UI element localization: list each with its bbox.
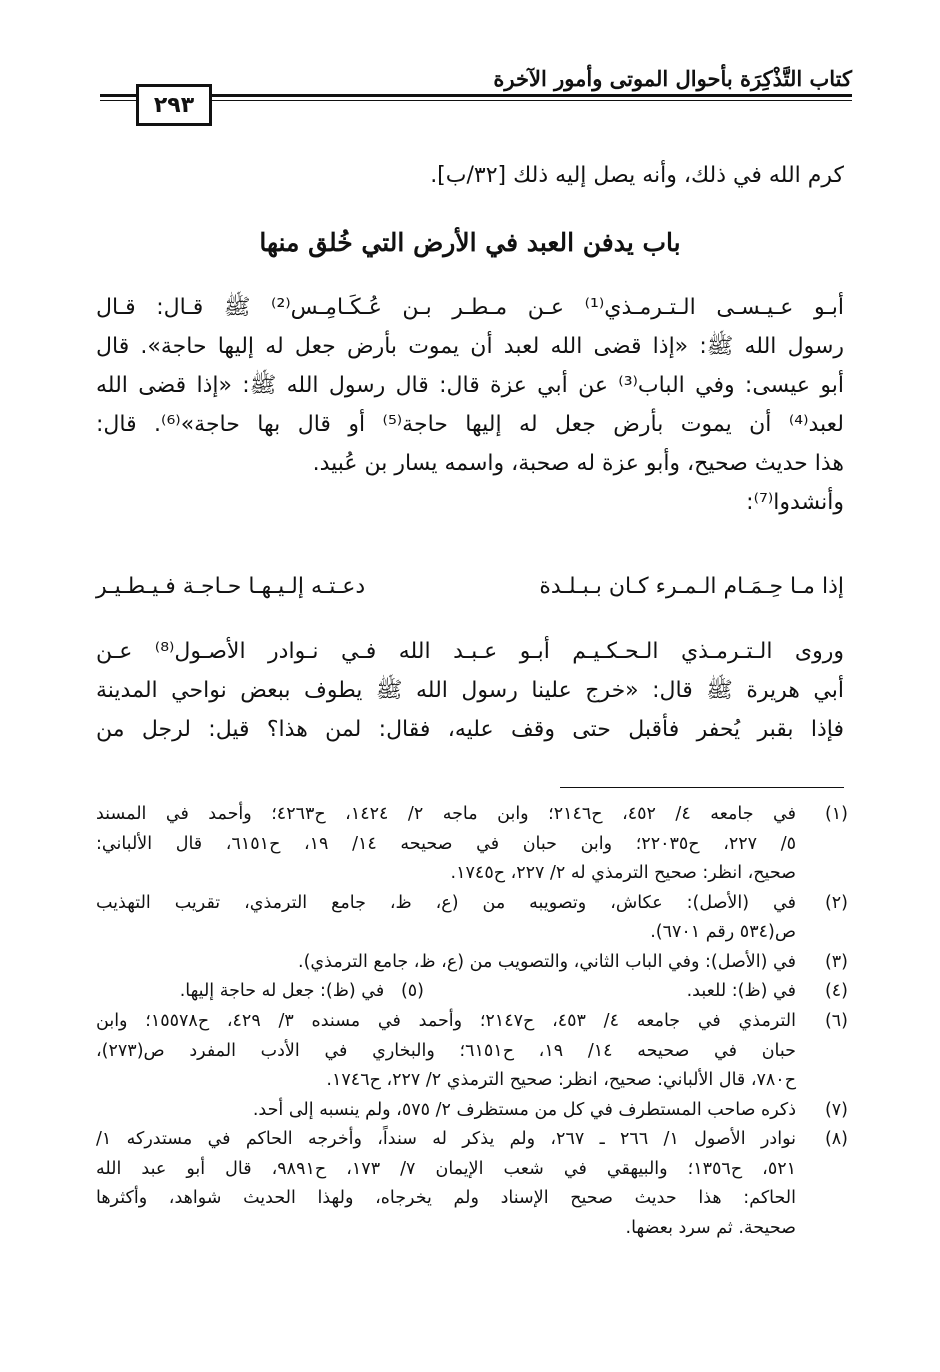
footnote-line: ذكره صاحب المستطرف في كل من مستظرف ٢/ ٥٧٥، ولم ينسبه إلى أحد. bbox=[252, 1099, 796, 1120]
footnote-number: (٢) bbox=[824, 892, 848, 913]
footnote-2 bbox=[96, 889, 848, 948]
footnote-line: في (ظ): جعل له حاجة إليها. bbox=[179, 981, 385, 1001]
poem-first-hemistich: إذا مـا حِـمَـام الـمـرء كـان بـبـلـدة bbox=[539, 574, 844, 599]
poem-verse bbox=[96, 574, 844, 614]
footnote-line: ٥/ ٢٢٧، ح٢٢٠٣٥؛ وابن حبان في صحيحه ١٤/ ١٩، ح٦١٥١، قال الألباني: bbox=[96, 833, 796, 854]
footnote-4-5 bbox=[96, 977, 848, 1007]
text-line: فإذا بقبر يُحفر فأقبل حتى وقف عليه، فقال: لمن هذا؟ قيل: لرجل من bbox=[96, 717, 844, 742]
footnote-8 bbox=[96, 1125, 848, 1243]
footnote-line: ص(٥٣٤ رقم ٦٧٠١). bbox=[650, 922, 796, 942]
paragraph-2 bbox=[96, 632, 844, 749]
footnote-line: الترمذي في جامعه ٤/ ٤٥٣، ح٢١٤٧؛ وأحمد في مسنده ٣/ ٤٢٩، ح١٥٥٧٨؛ وابن bbox=[96, 1011, 796, 1031]
footnote-line: ٥٢١، ح١٣٥٦؛ والبيهقي في شعب الإيمان ٧/ ١٧٣، ح٩٨٩١، قال أبو عبد الله bbox=[96, 1158, 797, 1179]
poem-second-hemistich: دعـتـه إلـيـهـا حـاجـة فـيـطـيـر bbox=[96, 574, 366, 599]
text-line: هذا حديث صحيح، وأبو عزة له صحبة، واسمه يسار بن عُبيد. bbox=[312, 451, 844, 476]
page-header bbox=[100, 60, 852, 124]
footnote-line: حبان في صحيحه ١٤/ ١٩، ح٦١٥١؛ والبخاري في الأدب المفرد ص(٢٧٣)، bbox=[96, 1040, 796, 1061]
header-rule-thin bbox=[100, 100, 852, 101]
footnote-number: (٥) bbox=[400, 981, 424, 1001]
footnote-line: في (الأصل): وفي الباب الثاني، والتصويب من (ع، ظ، جامع الترمذي). bbox=[298, 951, 796, 972]
footnote-number: (٤) bbox=[824, 981, 848, 1001]
text-line: وروى الـتـرمـذي الـحـكـيـم أبـو عـبـد الله فـي نـوادر الأصـول⁽⁸⁾ عـن bbox=[96, 639, 845, 664]
footnote-1 bbox=[96, 800, 848, 889]
text-line: رسول الله ﷺ: «إذا قضى الله لعبد أن يموت بأرض جعل له إليها حاجة». قال bbox=[96, 334, 844, 359]
footnote-number: (٨) bbox=[824, 1129, 848, 1149]
header-rule bbox=[100, 94, 852, 97]
footnote-6 bbox=[96, 1007, 848, 1096]
footnote-3 bbox=[96, 948, 848, 978]
footnote-5 bbox=[180, 977, 424, 1007]
footnote-number: (٧) bbox=[824, 1099, 848, 1120]
footnote-line: في (ظ): للعبد. bbox=[686, 981, 796, 1001]
page-number: ٢٩٣ bbox=[136, 84, 212, 126]
paragraph-1 bbox=[96, 288, 844, 522]
footnote-line: صحيحة. ثم سرد بعضها. bbox=[625, 1217, 796, 1238]
footnote-line: الحاكم: هذا حديث صحيح الإسناد ولم يخرجاه، ولهذا الحديث شواهد، وأكثرها bbox=[96, 1188, 796, 1208]
text-line: كرم الله في ذلك، وأنه يصل إليه ذلك [٣٢/ب]. bbox=[430, 163, 844, 188]
footnote-line: في جامعه ٤/ ٤٥٢، ح٢١٤٦؛ وابن ماجه ٢/ ١٤٢٤، ح٤٢٦٣؛ وأحمد في المسند bbox=[96, 804, 797, 824]
footnote-line: نوادر الأصول ١/ ٢٦٦ ـ ٢٦٧، ولم يذكر له سنداً، وأخرجه الحاكم في مستدركه ١/ bbox=[96, 1129, 796, 1149]
footnote-line: ح٧٨٠، قال الألباني: صحيح، انظر: صحيح الترمذي ٢/ ٢٢٧، ح١٧٤٦. bbox=[326, 1070, 796, 1090]
intro-paragraph bbox=[96, 156, 844, 195]
text-line: وأنشدوا⁽⁷⁾: bbox=[746, 490, 844, 515]
footnote-line: صحيح، انظر: صحيح الترمذي له ٢/ ٢٢٧، ح١٧٤٥. bbox=[450, 863, 796, 883]
chapter-heading: باب يدفن العبد في الأرض التي خُلق منها bbox=[259, 228, 681, 257]
footnote-line: في (الأصل): عكاش، وتصويبه من (ع، ظ، جامع الترمذي، تقريب التهذيب bbox=[96, 892, 796, 913]
footnotes bbox=[96, 800, 848, 1243]
footnote-7 bbox=[96, 1096, 848, 1126]
text-line: لعبد⁽⁴⁾ أن يموت بأرض جعل له إليها حاجة⁽⁵⁾ أو قال بها حاجة»⁽⁶⁾. قال: bbox=[96, 412, 844, 437]
footnote-number: (٣) bbox=[824, 951, 848, 972]
text-line: أبو عيسى: وفي الباب⁽³⁾ عن أبي عزة قال: قال رسول الله ﷺ: «إذا قضى الله bbox=[96, 373, 844, 398]
text-line: أبي هريرة ﷺ قال: «خرج علينا رسول الله ﷺ يطوف ببعض نواحي المدينة bbox=[96, 678, 844, 703]
footnote-number: (٦) bbox=[824, 1011, 848, 1031]
footnote-number: (١) bbox=[824, 804, 848, 824]
footnote-separator bbox=[560, 787, 844, 788]
book-title: كتاب التَّذْكِرَة بأحوال الموتى وأمور الآخرة bbox=[493, 66, 852, 91]
text-line: أبـو عـيـسـى الـتـرمـذي⁽¹⁾ عـن مـطـر بـن عُـكَـامِـس⁽²⁾ ﷺ قـال: قـال bbox=[96, 295, 845, 320]
